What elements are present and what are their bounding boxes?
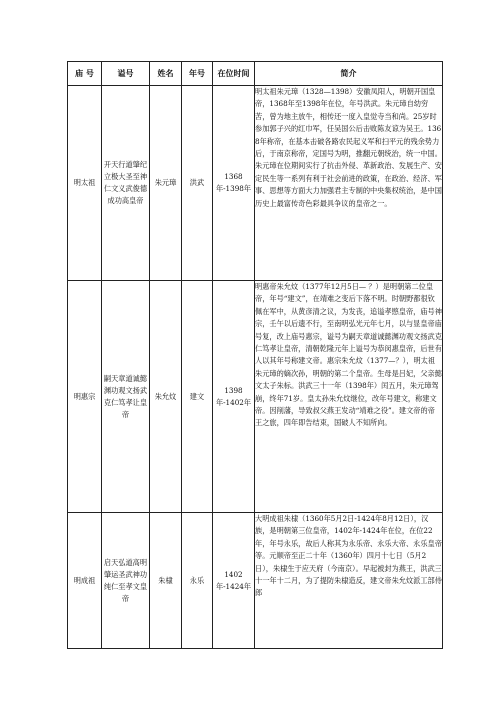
name-cell: 朱元璋 [150,86,182,281]
reign-cell: 1402年-1424年 [213,513,255,649]
header-name: 姓名 [150,62,182,86]
posthumous-name-cell: 启天弘道高明肇运圣武神功纯仁至孝文皇帝 [102,513,150,649]
name-cell: 朱允炆 [150,281,182,513]
table-row [68,281,443,513]
intro-cell: 大明成祖朱棣（1360年5月2日-1424年8月12日），汉族，是明朝第三位皇帝，1402年-1424年在位，在位22年，年号永乐，故后人称其为永乐帝、永乐大帝、永乐皇帝 等。元顺帝至正二十年（1360年）四月十七日（5月2日），朱棣生于应天府（今南京）。早起被封为燕王，洪武三十一年十二月，为了提防朱棣造反，建文帝朱允炆派工部侍郎 [255,513,443,649]
header-reign: 在位时间 [213,62,255,86]
reign-cell: 1398年-1402年 [213,281,255,513]
intro-cell: 明惠帝朱允炆（1377年12月5日— ？）是明朝第二位皇帝，年号“建文”，在靖难之变后下落不明。时朝野都很钦佩在军中，从黄彦清之议，为发丧，追谥孝愍皇帝，庙号神宗，壬午以后遗不行，至南明弘光元年七月，以与显皇帝庙号复，改上庙号惠宗，谥号为嗣天章道诚懿渊功观文扬武克仁笃孝让皇帝，清朝乾隆元年上谥号为恭闵惠皇帝，后世有人以其年号称建文帝。惠宗朱允炆（1377—？），明太祖朱元璋的嫡次孙，明朝的第二个皇帝。生母是吕妃，父亲懿文太子朱标。洪武三十一年（1398年）闰五月，朱元璋驾崩，终年71岁。皇太孙朱允炆继位，改年号建文，称建文帝。因削藩，导致叔父燕王发动“靖难之役”。建文帝的帝王之旅，四年即告结束，国破人不知所向。 [255,281,443,513]
intro-cell: 明太祖朱元璋（1328—1398）安徽凤阳人，明朝开国皇帝，1368年至1398年在位，年号洪武。朱元璋自幼穷苦，曾为地主放牛，相传还一度入皇觉寺当和尚。25岁时参加郭子兴的红巾军，任吴国公后击败陈友谅为吴王。1368年称帝，在基本击破各路农民起义军和扫平元的残余势力后，于南京称帝，定国号为明，推翻元朝统治，统一中国。朱元璋在位期间实行了抗击外侵、革新政治、发展生产、安定民生等一系列有利于社会前进的政策，在政治、经济、军事、思想等方面大力加强君主专制的中央集权统治，是中国历史上最富传奇色彩最具争议的皇帝之一。 [255,86,443,281]
emperor-table [67,61,443,649]
header-temple-name: 庙 号 [68,62,102,86]
header-posthumous-name: 谥号 [102,62,150,86]
header-intro: 简介 [255,62,443,86]
era-cell: 建文 [182,281,213,513]
era-cell: 洪武 [182,86,213,281]
posthumous-name-cell: 嗣天章道诚懿渊功观文扬武克仁笃孝让皇帝 [102,281,150,513]
header-era: 年号 [182,62,213,86]
temple-name-cell: 明太祖 [68,86,102,281]
temple-name-cell: 明成祖 [68,513,102,649]
name-cell: 朱棣 [150,513,182,649]
table-row [68,513,443,649]
posthumous-name-cell: 开天行道肇纪立极大圣至神仁文义武俊德成功高皇帝 [102,86,150,281]
temple-name-cell: 明惠宗 [68,281,102,513]
table-row [68,86,443,281]
reign-cell: 1368年-1398年 [213,86,255,281]
header-row [68,62,443,86]
era-cell: 永乐 [182,513,213,649]
